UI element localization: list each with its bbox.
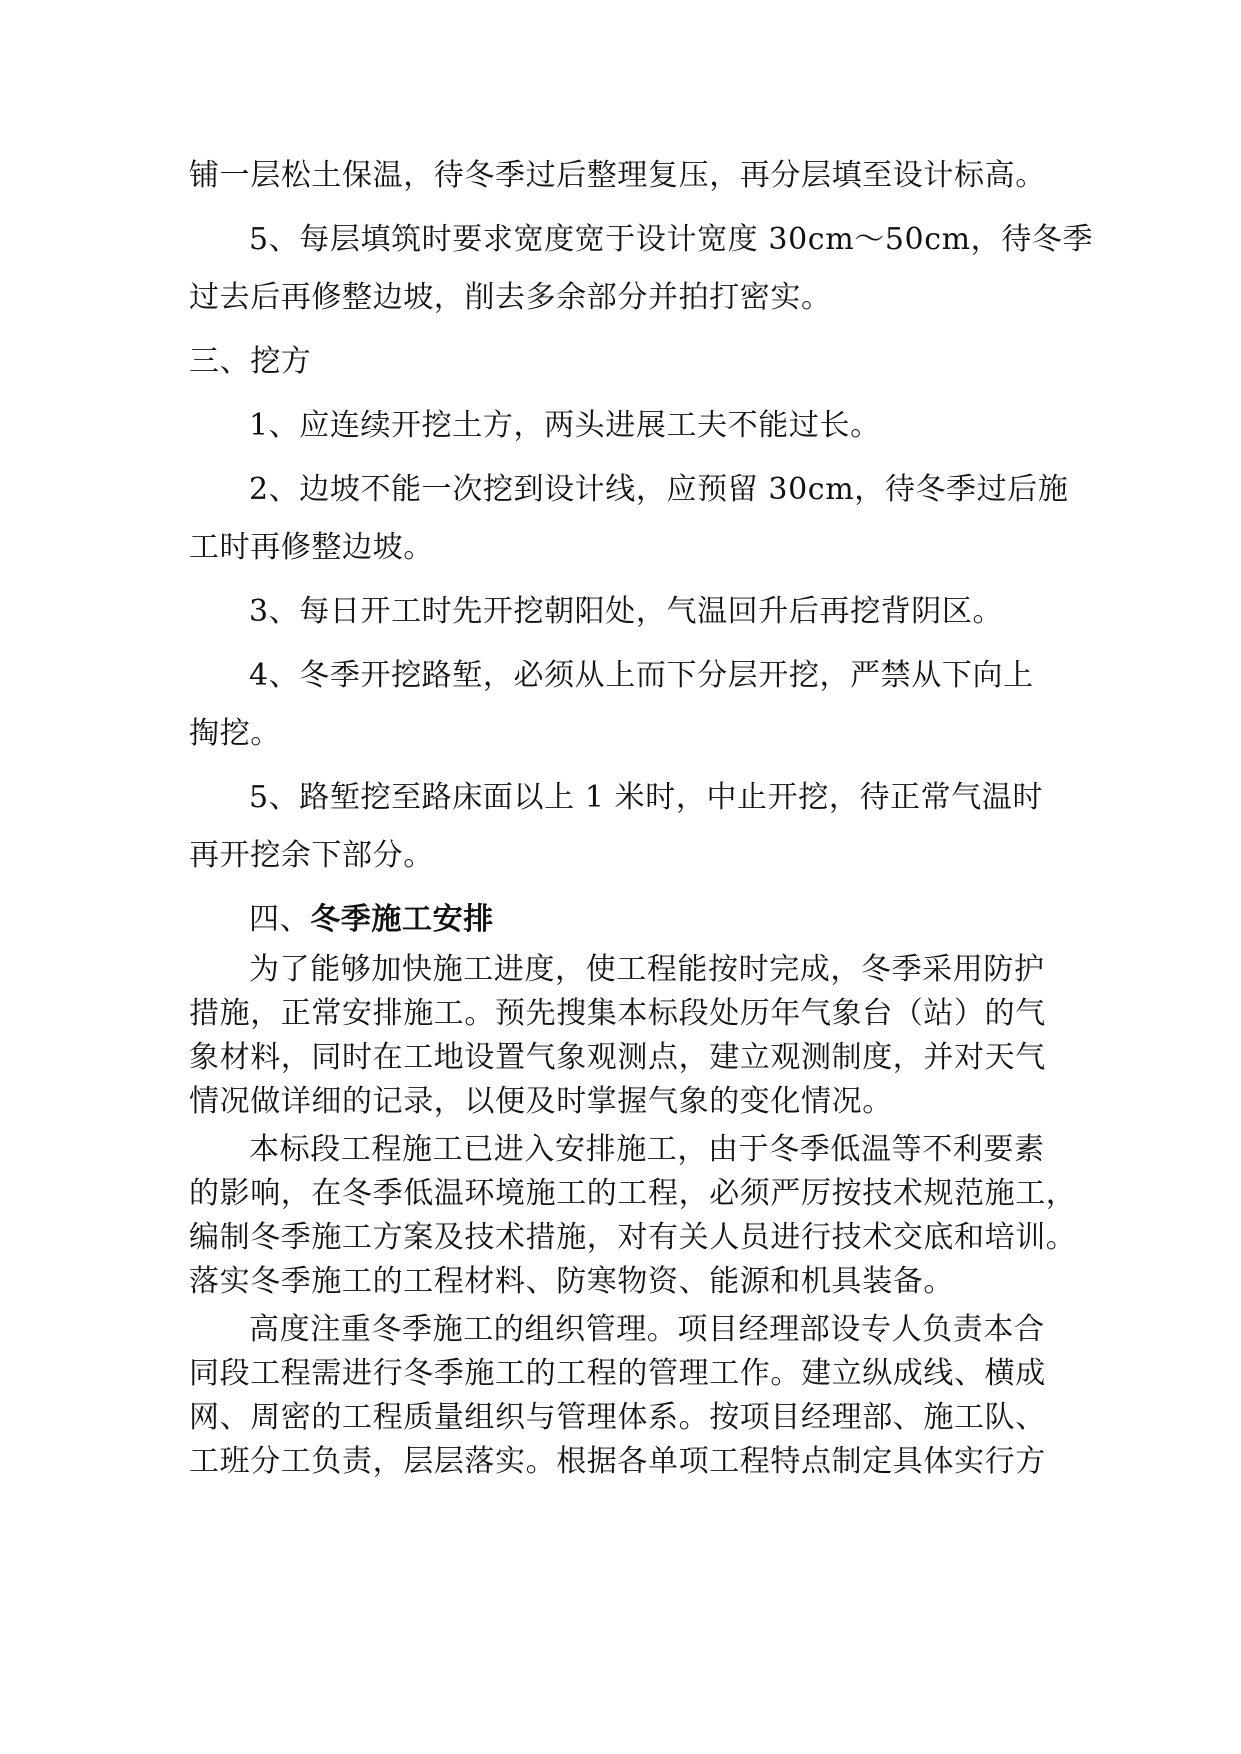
- paragraph-line: 为了能够加快施工进度，使工程能按时完成，冬季采用防护: [249, 952, 1045, 987]
- paragraph: [189, 1308, 1069, 1484]
- list-item: 4、冬季开挖路堑，必须从上而下分层开挖，严禁从下向上: [249, 658, 1034, 693]
- list-item: 2、边坡不能一次挖到设计线，应预留 30cm，待冬季过后施: [249, 472, 1069, 507]
- paragraph-line: 情况做详细的记录，以便及时掌握气象的变化情况。: [189, 1084, 893, 1119]
- paragraph-line: 高度注重冬季施工的组织管理。项目经理部设专人负责本合: [249, 1312, 1045, 1347]
- paragraph-line: 5、每层填筑时要求宽度宽于设计宽度 30cm～50cm，待冬季: [249, 222, 1094, 257]
- list-item: 1、应连续开挖土方，两头进展工夫不能过长。: [249, 408, 881, 443]
- paragraph: [189, 1128, 1077, 1304]
- paragraph-line: 落实冬季施工的工程材料、防寒物资、能源和机具装备。: [189, 1264, 954, 1299]
- paragraph-line: 措施，正常安排施工。预先搜集本标段处历年气象台（站）的气: [189, 996, 1046, 1031]
- paragraph-line: 象材料，同时在工地设置气象观测点，建立观测制度，并对天气: [189, 1040, 1046, 1075]
- paragraph-line: 工班分工负责，层层落实。根据各单项工程特点制定具体实行方: [189, 1444, 1046, 1479]
- section-heading: 三、挖方: [189, 344, 312, 379]
- document-content: [189, 158, 1094, 1484]
- paragraph-line: 网、周密的工程质量组织与管理体系。按项目经理部、施工队、: [189, 1400, 1046, 1435]
- list-item: 5、路堑挖至路床面以上 1 米时，中止开挖，待正常气温时: [249, 780, 1044, 815]
- list-item-continuation: 再开挖余下部分。: [189, 838, 434, 873]
- list-item-continuation: 工时再修整边坡。: [189, 530, 434, 565]
- paragraph-line: 编制冬季施工方案及技术措施，对有关人员进行技术交底和培训。: [189, 1220, 1077, 1255]
- paragraph-line: 的影响，在冬季低温环境施工的工程，必须严厉按技术规范施工，: [189, 1176, 1077, 1211]
- paragraph: [189, 948, 1069, 1124]
- list-item: 3、每日开工时先开挖朝阳处，气温回升后再挖背阴区。: [249, 594, 1004, 629]
- paragraph-line: 同段工程需进行冬季施工的工程的管理工作。建立纵成线、横成: [189, 1356, 1046, 1391]
- paragraph-line: 铺一层松土保温，待冬季过后整理复压，再分层填至设计标高。: [189, 158, 1046, 193]
- paragraph-line: 过去后再修整边坡，削去多余部分并拍打密实。: [189, 280, 832, 315]
- paragraph-line: 本标段工程施工已进入安排施工，由于冬季低温等不利要素: [249, 1132, 1045, 1167]
- list-item-continuation: 掏挖。: [189, 716, 281, 751]
- section-heading-prefix: 四、: [249, 902, 311, 937]
- section-heading: [189, 902, 1069, 938]
- section-heading-title: 冬季施工安排: [310, 902, 494, 937]
